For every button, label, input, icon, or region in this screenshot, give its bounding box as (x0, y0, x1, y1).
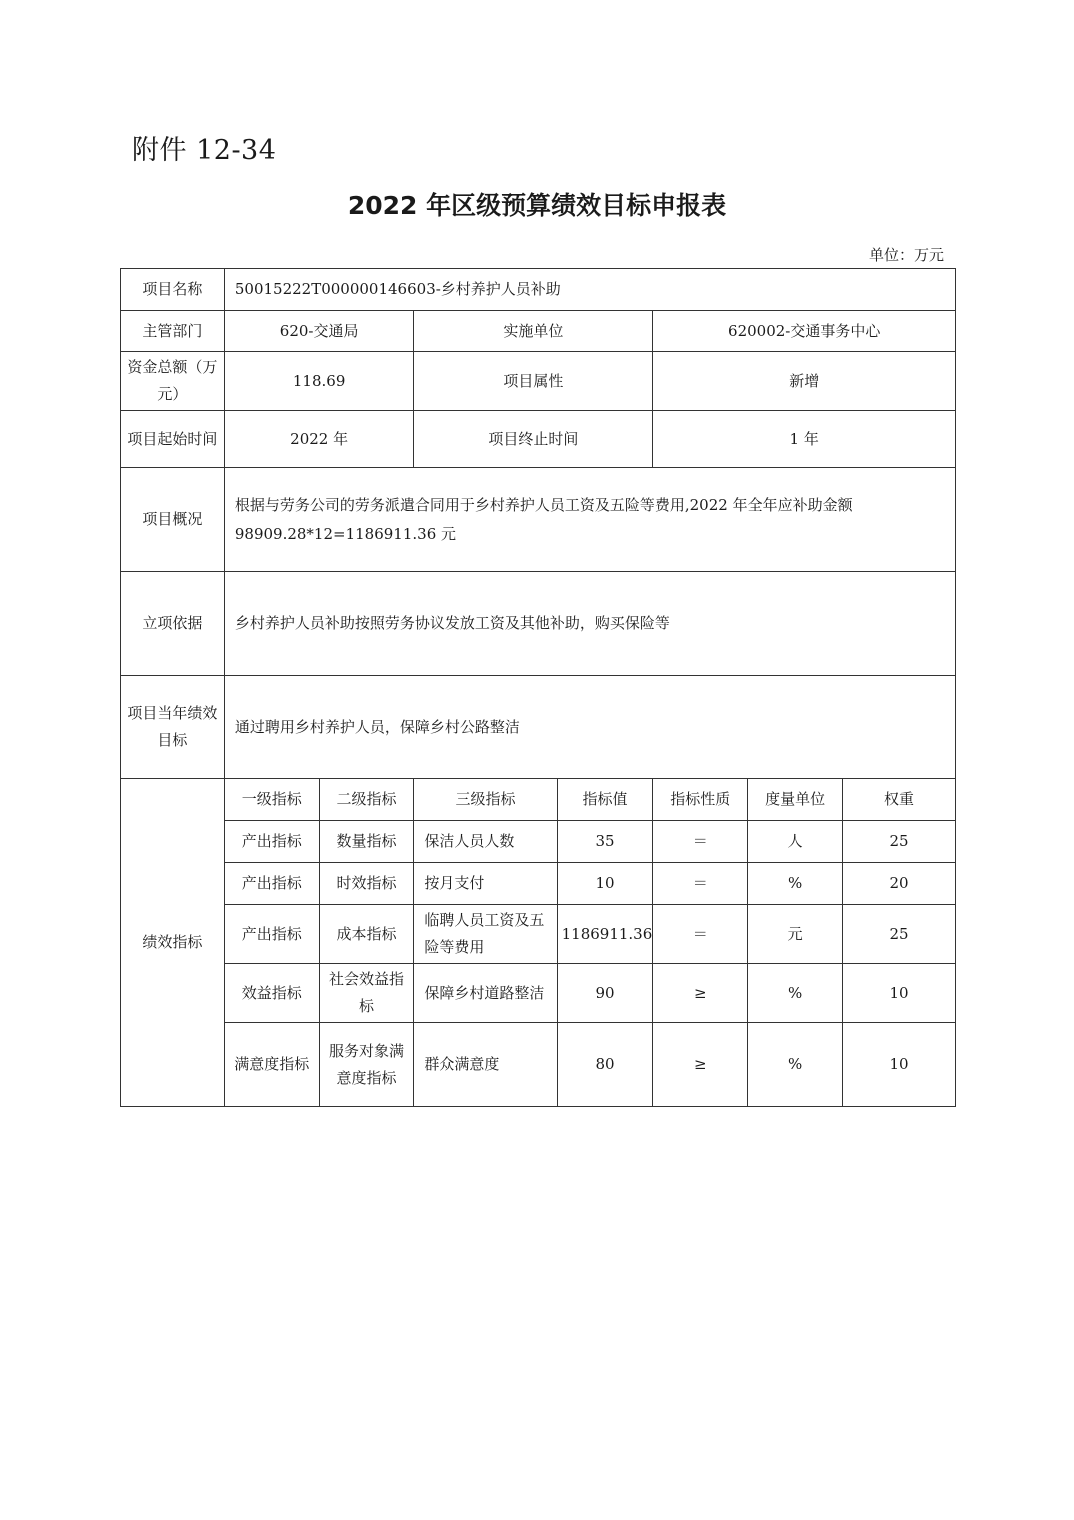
start-label: 项目起始时间 (121, 411, 225, 468)
indicator-header-cell: 指标值 (557, 779, 653, 821)
dept-value: 620-交通局 (224, 311, 414, 352)
indicator-nature: ＝ (653, 863, 748, 905)
indicator-weight: 10 (842, 964, 955, 1023)
indicator-header-cell: 二级指标 (319, 779, 414, 821)
indicator-row (121, 905, 956, 964)
indicator-level2: 数量指标 (319, 821, 414, 863)
indicator-weight: 25 (842, 905, 955, 964)
indicator-value: 35 (557, 821, 653, 863)
row-overview (121, 468, 956, 572)
indicator-level2: 服务对象满意度指标 (319, 1023, 414, 1107)
indicator-row (121, 863, 956, 905)
row-department (121, 311, 956, 352)
indicator-nature: ≥ (653, 1023, 748, 1107)
attr-value: 新增 (653, 352, 956, 411)
indicator-value: 1186911.36 (557, 905, 653, 964)
row-period (121, 411, 956, 468)
row-total (121, 352, 956, 411)
indicator-level2: 成本指标 (319, 905, 414, 964)
indicator-level1: 满意度指标 (224, 1023, 319, 1107)
indicator-level1: 产出指标 (224, 863, 319, 905)
budget-performance-table (120, 268, 956, 1107)
indicator-level3: 临聘人员工资及五险等费用 (414, 905, 557, 964)
basis-label: 立项依据 (121, 572, 225, 676)
attr-label: 项目属性 (414, 352, 653, 411)
indicator-header-cell: 权重 (842, 779, 955, 821)
indicator-level2: 时效指标 (319, 863, 414, 905)
indicator-nature: ＝ (653, 905, 748, 964)
indicator-weight: 20 (842, 863, 955, 905)
indicator-level1: 产出指标 (224, 821, 319, 863)
basis-value: 乡村养护人员补助按照劳务协议发放工资及其他补助，购买保险等 (224, 572, 955, 676)
indicator-level3: 群众满意度 (414, 1023, 557, 1107)
indicator-header-row (121, 779, 956, 821)
overview-label: 项目概况 (121, 468, 225, 572)
indicator-row (121, 821, 956, 863)
indicator-unit: 人 (748, 821, 843, 863)
indicator-value: 90 (557, 964, 653, 1023)
indicator-weight: 10 (842, 1023, 955, 1107)
indicator-header-cell: 度量单位 (748, 779, 843, 821)
indicator-unit: 元 (748, 905, 843, 964)
impl-value: 620002-交通事务中心 (653, 311, 956, 352)
indicator-header-cell: 一级指标 (224, 779, 319, 821)
project-name-label: 项目名称 (121, 269, 225, 311)
indicator-unit: % (748, 964, 843, 1023)
unit-label: 单位：万元 (868, 246, 944, 264)
indicator-value: 80 (557, 1023, 653, 1107)
indicator-nature: ＝ (653, 821, 748, 863)
attachment-number: 附件 12-34 (132, 135, 277, 166)
indicator-row (121, 964, 956, 1023)
indicator-header-cell: 三级指标 (414, 779, 557, 821)
indicator-level1: 产出指标 (224, 905, 319, 964)
goal-label: 项目当年绩效目标 (121, 676, 225, 779)
indicator-level3: 保洁人员人数 (414, 821, 557, 863)
row-basis (121, 572, 956, 676)
end-value: 1 年 (653, 411, 956, 468)
indicator-section-label: 绩效指标 (121, 779, 225, 1107)
indicator-value: 10 (557, 863, 653, 905)
indicator-unit: % (748, 863, 843, 905)
indicator-nature: ≥ (653, 964, 748, 1023)
end-label: 项目终止时间 (414, 411, 653, 468)
indicator-level3: 保障乡村道路整洁 (414, 964, 557, 1023)
indicator-header-cell: 指标性质 (653, 779, 748, 821)
row-goal (121, 676, 956, 779)
total-label: 资金总额（万元） (121, 352, 225, 411)
total-value: 118.69 (224, 352, 414, 411)
indicator-level3: 按月支付 (414, 863, 557, 905)
row-project-name (121, 269, 956, 311)
start-value: 2022 年 (224, 411, 414, 468)
indicator-level2: 社会效益指标 (319, 964, 414, 1023)
dept-label: 主管部门 (121, 311, 225, 352)
indicator-weight: 25 (842, 821, 955, 863)
overview-value: 根据与劳务公司的劳务派遣合同用于乡村养护人员工资及五险等费用,2022 年全年应补助金额98909.28*12=1186911.36 元 (224, 468, 955, 572)
indicator-row (121, 1023, 956, 1107)
indicator-level1: 效益指标 (224, 964, 319, 1023)
goal-value: 通过聘用乡村养护人员，保障乡村公路整洁 (224, 676, 955, 779)
indicator-unit: % (748, 1023, 843, 1107)
project-name-value: 50015222T000000146603-乡村养护人员补助 (224, 269, 955, 311)
page-title: 2022 年区级预算绩效目标申报表 (347, 191, 727, 220)
impl-label: 实施单位 (414, 311, 653, 352)
